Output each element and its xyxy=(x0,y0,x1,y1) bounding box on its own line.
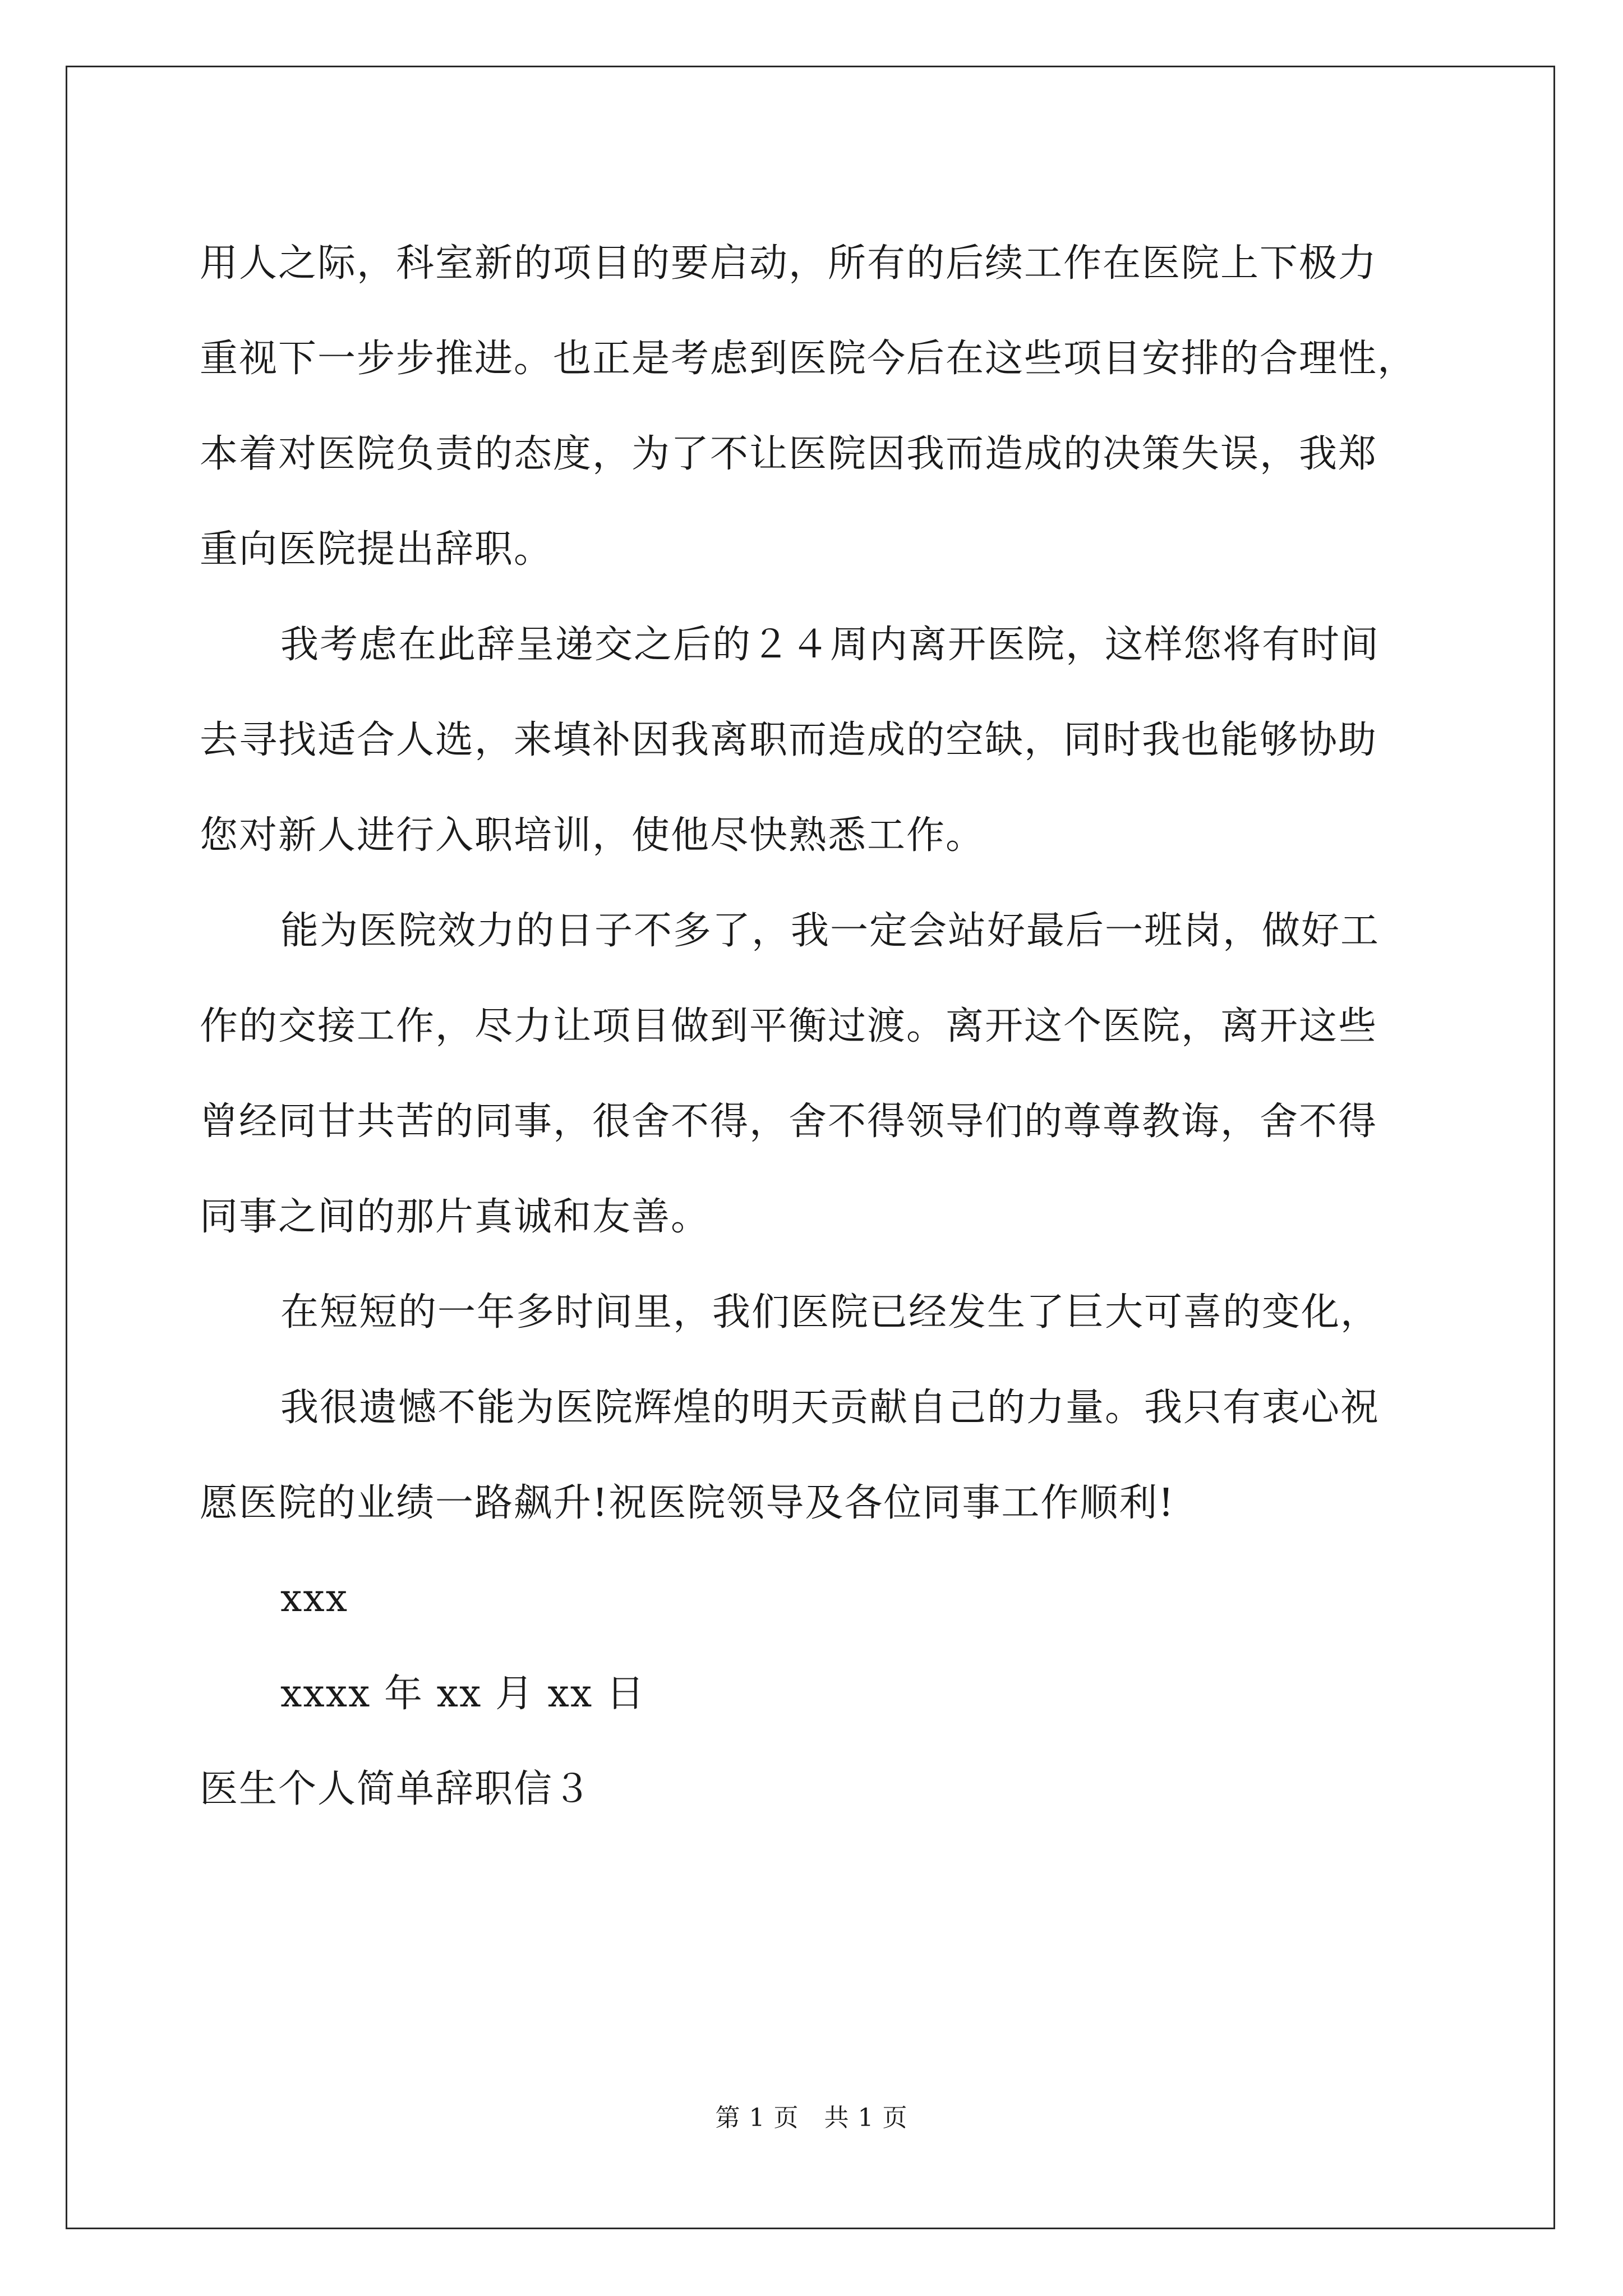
signature-date: xxxx 年 xx 月 xx 日 xyxy=(280,1672,645,1716)
text-line: 作的交接工作，尽力让项目做到平衡过渡。离开这个医院，离开这些 xyxy=(200,1004,1378,1048)
document-body xyxy=(200,216,1433,1837)
text-line: 本着对医院负责的态度，为了不让医院因我而造成的决策失误，我郑 xyxy=(200,432,1378,476)
paragraph-start-line: 能为医院效力的日子不多了，我一定会站好最后一班岗，做好工 xyxy=(280,909,1380,953)
text-line: 同事之间的那片真诚和友善。 xyxy=(200,1195,711,1239)
signature-name: xxx xyxy=(280,1576,349,1621)
page-number: 第 1 页 共 1 页 xyxy=(715,2104,908,2132)
text-line: 您对新人进行入职培训，使他尽快熟悉工作。 xyxy=(200,813,985,858)
text-line: 曾经同甘共苦的同事，很舍不得，舍不得领导们的尊尊教诲，舍不得 xyxy=(200,1099,1378,1144)
text-line: 重向医院提出辞职。 xyxy=(200,527,554,572)
text-line: 愿医院的业绩一路飙升!祝医院领导及各位同事工作顺利! xyxy=(200,1481,1175,1525)
text-line: 去寻找适合人选，来填补因我离职而造成的空缺，同时我也能够协助 xyxy=(200,718,1378,762)
paragraph-start-line: 在短短的一年多时间里，我们医院已经发生了巨大可喜的变化， xyxy=(280,1290,1380,1335)
paragraph-start-line: 我考虑在此辞呈递交之后的２４周内离开医院，这样您将有时间 xyxy=(280,623,1380,667)
paragraph-start-line: 我很遗憾不能为医院辉煌的明天贡献自己的力量。我只有衷心祝 xyxy=(280,1386,1380,1430)
text-line: 重视下一步步推进。也正是考虑到医院今后在这些项目安排的合理性， xyxy=(200,337,1417,381)
section-title: 医生个人简单辞职信３ xyxy=(200,1767,593,1811)
text-line: 用人之际，科室新的项目的要启动，所有的后续工作在医院上下极力 xyxy=(200,241,1378,286)
